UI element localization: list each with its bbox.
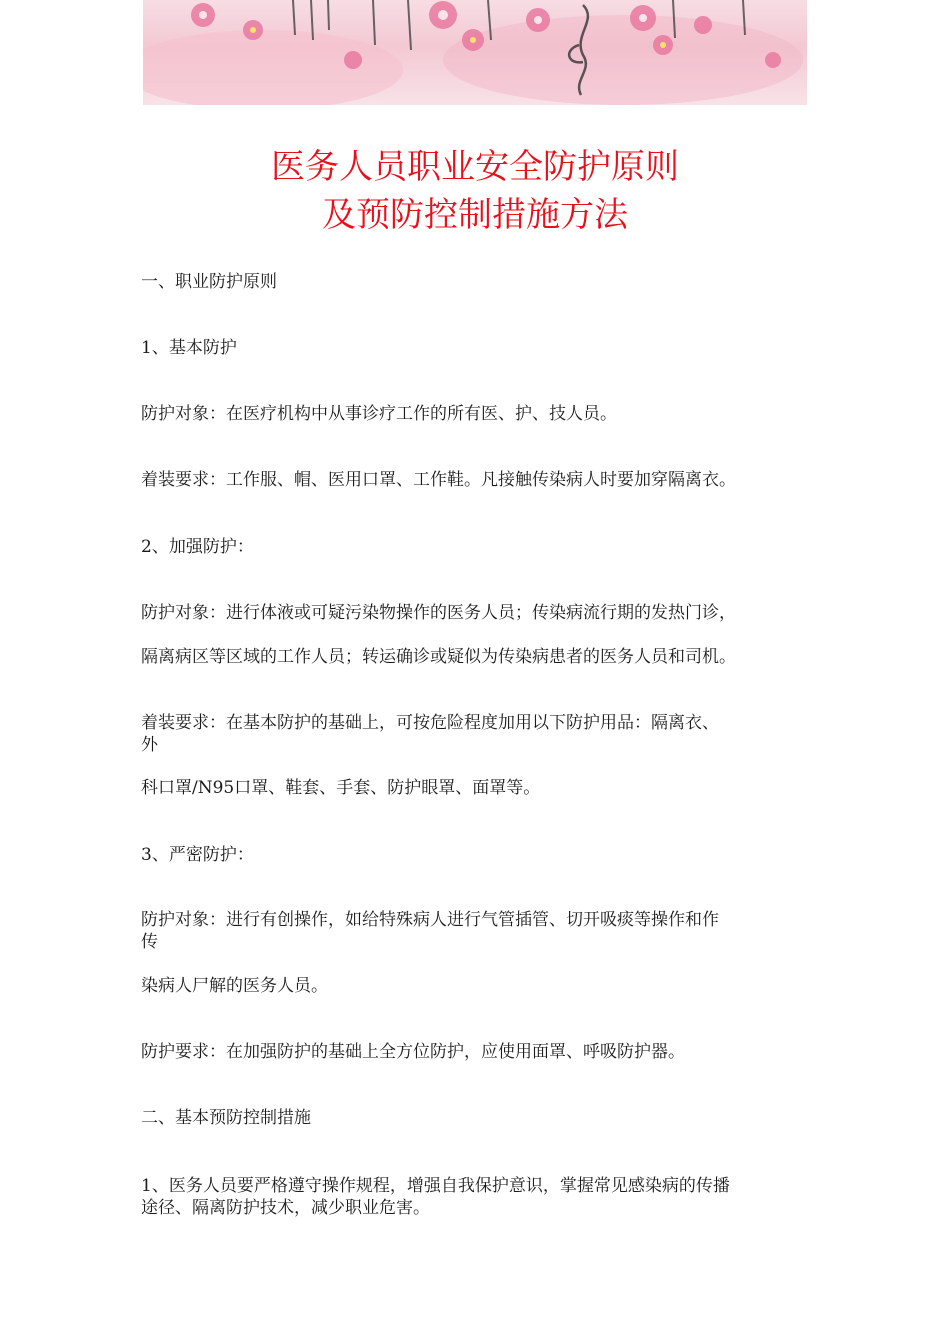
- strict-protection-requirement: 防护要求：在加强防护的基础上全方位防护，应使用面罩、呼吸防护器。: [141, 1042, 685, 1062]
- measure-1-line-2: 途径、隔离防护技术，减少职业危害。: [141, 1198, 430, 1218]
- enhanced-protection-target-line-1: 防护对象：进行体液或可疑污染物操作的医务人员；传染病流行期的发热门诊，: [141, 603, 736, 623]
- page-title-line-2: 及预防控制措施方法: [322, 195, 628, 235]
- strict-protection-target-line-1b: 传: [141, 932, 158, 952]
- measure-1-line-1: 1、医务人员要严格遵守操作规程，增强自我保护意识，掌握常见感染病的传播: [141, 1176, 730, 1196]
- enhanced-protection-dress-line-1: 着装要求：在基本防护的基础上，可按危险程度加用以下防护用品：隔离衣、: [141, 713, 719, 733]
- enhanced-protection-heading: 2、加强防护：: [141, 537, 254, 557]
- strict-protection-heading: 3、严密防护：: [141, 845, 254, 865]
- enhanced-protection-dress-line-1b: 外: [141, 735, 158, 755]
- section-heading-1: 一、职业防护原则: [141, 272, 277, 292]
- basic-protection-dress: 着装要求：工作服、帽、医用口罩、工作鞋。凡接触传染病人时要加穿隔离衣。: [141, 470, 736, 490]
- music-notes-flowers-icon: [143, 0, 807, 105]
- strict-protection-target-line-1: 防护对象：进行有创操作，如给特殊病人进行气管插管、切开吸痰等操作和作: [141, 910, 719, 930]
- strict-protection-target-line-2: 染病人尸解的医务人员。: [141, 976, 328, 996]
- enhanced-protection-target-line-2: 隔离病区等区域的工作人员；转运确诊或疑似为传染病患者的医务人员和司机。: [141, 647, 736, 667]
- page-title-line-1: 医务人员职业安全防护原则: [271, 147, 679, 187]
- enhanced-protection-dress-line-2: 科口罩/N95口罩、鞋套、手套、防护眼罩、面罩等。: [141, 778, 541, 798]
- basic-protection-target: 防护对象：在医疗机构中从事诊疗工作的所有医、护、技人员。: [141, 404, 617, 424]
- section-heading-2: 二、基本预防控制措施: [141, 1108, 311, 1128]
- basic-protection-heading: 1、基本防护: [141, 338, 237, 358]
- header-banner-image: [143, 0, 807, 105]
